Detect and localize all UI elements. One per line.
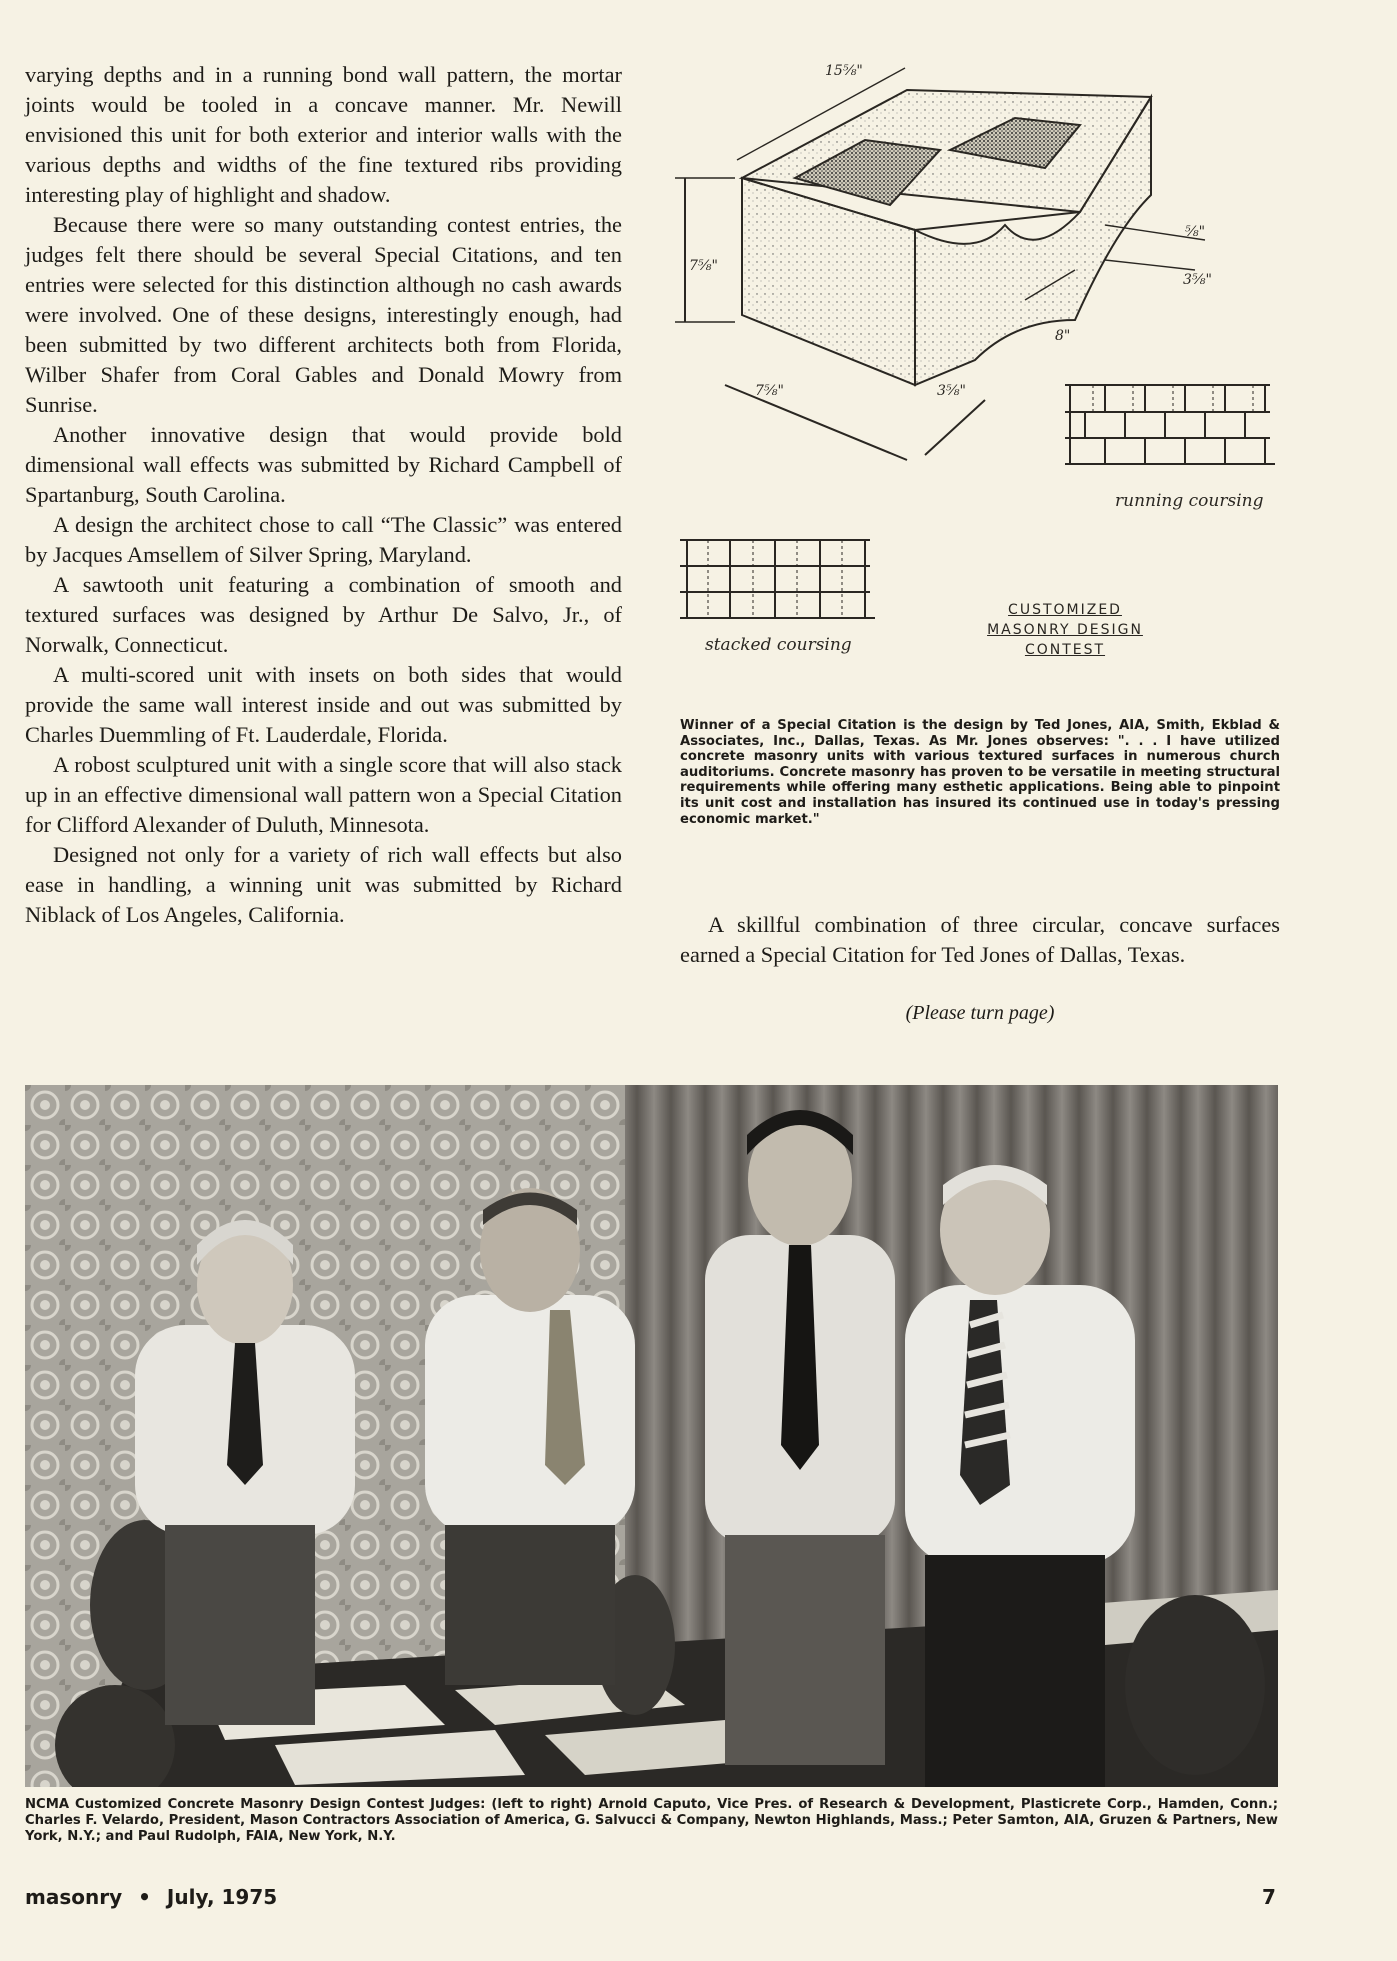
paragraph: Another innovative design that would provide bold dimensional wall effects was submitted by Richard Campbell of Spartanburg, South Carolina.	[25, 422, 622, 507]
dim-small-label: 3⅝"	[937, 383, 966, 399]
stamp-line: CONTEST	[1024, 642, 1106, 658]
block-top-face	[742, 90, 1151, 212]
paragraph: A skillful combination of three circular, concave surfaces earned a Special Citation for Ted Jones of Dallas, Texas.	[680, 912, 1280, 967]
right-column-text	[680, 910, 1280, 970]
dim-small-label: ⅝"	[1185, 224, 1206, 240]
photo-caption: NCMA Customized Concrete Masonry Design Contest Judges: (left to right) Arnold Caputo, Vice Pres. of Research & Development, Plasticrete Corp., Hamden, Conn.; Charles F. Velardo, President, Mason Contractors Association of America, G. Salvucci & Company, Newton Highlands, Mass.; Peter Samton, AIA, Gruzen & Partners, New York, N.Y.; and Paul Rudolph, FAIA, New York, N.Y.	[25, 1797, 1278, 1844]
dim-height-label: 7⅝"	[689, 258, 718, 274]
paragraph: A multi-scored unit with insets on both sides that would provide the same wall interest inside and out was submitted by Charles Duemmling of Ft. Lauderdale, Florida.	[25, 662, 622, 747]
block-front-face	[742, 178, 915, 385]
block-sketch-svg	[675, 60, 1275, 690]
paragraph: A sawtooth unit featuring a combination of smooth and textured surfaces was designed by Arthur De Salvo, Jr., of Norwalk, Connecticut.	[25, 572, 622, 657]
bullet-separator: •	[138, 1885, 151, 1909]
dim-small-label: 3⅝"	[1183, 272, 1212, 288]
running-coursing-label: running coursing	[1115, 491, 1264, 511]
paragraph: Designed not only for a variety of rich wall effects but also ease in handling, a winning unit was submitted by Richard Niblack of Los Angeles, California.	[25, 842, 622, 927]
issue-date: July, 1975	[166, 1885, 278, 1909]
stamp-line: MASONRY DESIGN	[987, 622, 1143, 638]
turn-page-note: (Please turn page)	[905, 1002, 1055, 1024]
judges-photo-svg	[25, 1085, 1278, 1787]
stacked-coursing-wall	[680, 540, 875, 618]
stamp-line: CUSTOMIZED	[1008, 602, 1122, 618]
publication-name: masonry	[25, 1885, 123, 1909]
stacked-coursing-label: stacked coursing	[705, 635, 852, 655]
dim-width-label: 7⅝"	[755, 383, 784, 399]
block-sketch	[675, 60, 1275, 690]
running-coursing-wall	[1065, 385, 1275, 464]
judges-photo	[25, 1085, 1278, 1787]
dim-radius-label: 8"	[1055, 328, 1071, 344]
paragraph: A design the architect chose to call “The Classic” was entered by Jacques Amsellem of Silver Spring, Maryland.	[25, 512, 622, 567]
paragraph: varying depths and in a running bond wall pattern, the mortar joints would be tooled in a concave manner. Mr. Newill envisioned this unit for both exterior and interior walls with the various depths and widths of the fine textured ribs providing interesting play of highlight and shadow.	[25, 62, 622, 207]
paragraph: A robost sculptured unit with a single score that will also stack up in an effective dimensional wall pattern won a Special Citation for Clifford Alexander of Duluth, Minnesota.	[25, 752, 622, 837]
contest-stamp	[960, 600, 1170, 660]
drawing-caption: Winner of a Special Citation is the design by Ted Jones, AIA, Smith, Ekblad & Associates, Inc., Dallas, Texas. As Mr. Jones observes: ". . . I have utilized concrete masonry units with various textured surfaces in numerous church auditoriums. Concrete masonry has proven to be versatile in meeting structural requirements while offering many esthetic applications. Being able to pinpoint its unit cost and installation has insured its continued use in today's pressing economic market."	[680, 718, 1280, 827]
page-number: 7	[1262, 1885, 1276, 1909]
footer-publication	[25, 1885, 277, 1909]
paragraph: Because there were so many outstanding contest entries, the judges felt there should be several Special Citations, and ten entries were selected for this distinction although no cash awards were involved. One of these designs, interestingly enough, had been submitted by two different architects both from Florida, Wilber Shafer from Coral Gables and Donald Mowry from Sunrise.	[25, 212, 622, 417]
dim-length-label: 15⅝"	[825, 63, 863, 79]
left-column-text	[25, 60, 622, 930]
